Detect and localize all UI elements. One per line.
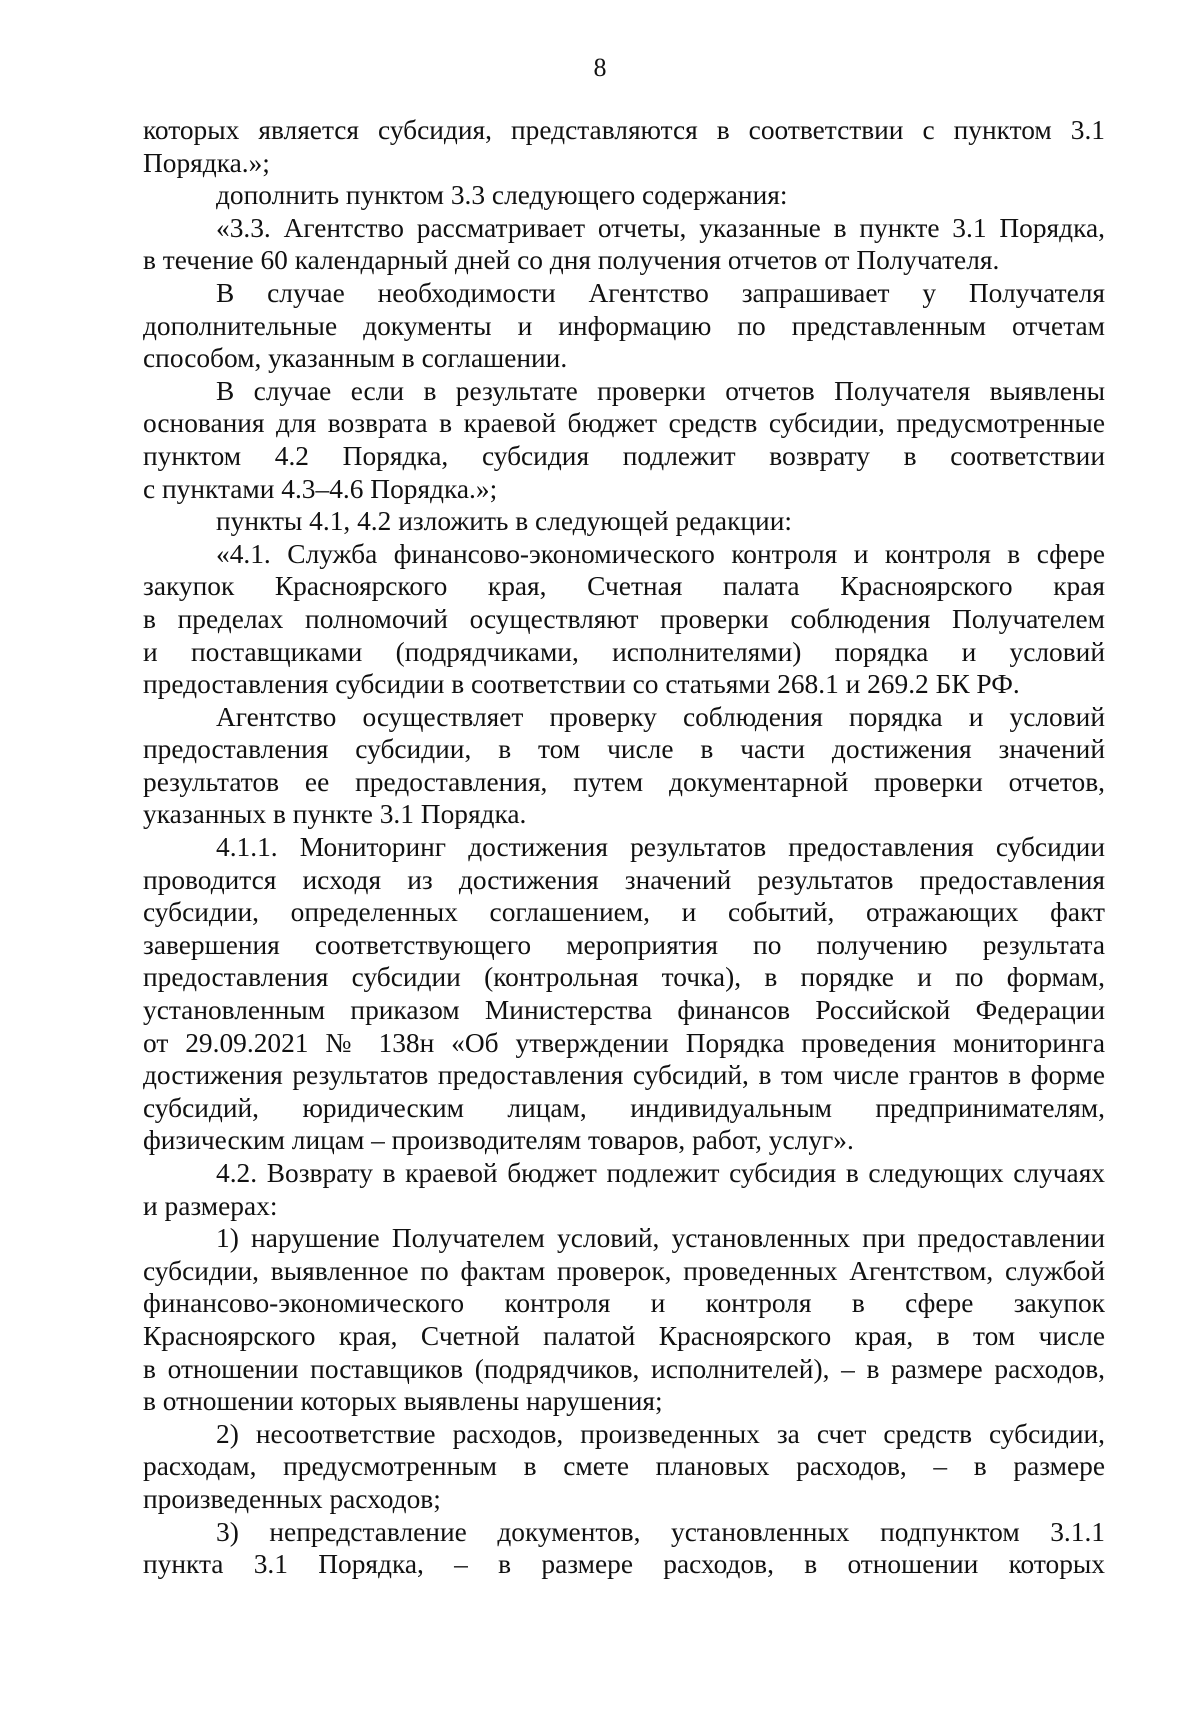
text-line: предоставления субсидии (контрольная точка), в порядке и по формам, [143,962,1105,993]
text-line: проводится исходя из достижения значений результатов предоставления [143,864,1105,895]
text-line: произведенных расходов; [143,1483,441,1514]
text-line: 1) нарушение Получателем условий, установленных при предоставлении [216,1223,1105,1254]
text-line: «3.3. Агентство рассматривает отчеты, указанные в пункте 3.1 Порядка, [216,212,1105,243]
text-line: результатов ее предоставления, путем документарной проверки отчетов, [143,766,1105,797]
text-line: расходам, предусмотренным в смете плановых расходов, – в размере [143,1451,1105,1482]
text-line: субсидии, выявленное по фактам проверок, проведенных Агентством, службой [143,1255,1105,1286]
text-line: с пунктами 4.3–4.6 Порядка.»; [143,473,498,504]
text-line: которых является субсидия, представляются в соответствии с пунктом 3.1 [143,115,1105,145]
text-line: и размерах: [143,1190,278,1221]
text-line: закупок Красноярского края, Счетная палата Красноярского края [143,571,1105,602]
text-line: способом, указанным в соглашении. [143,343,568,374]
text-line: 4.1.1. Мониторинг достижения результатов предоставления субсидии [216,832,1105,863]
text-line: дополнить пунктом 3.3 следующего содержания: [216,180,788,211]
text-line: физическим лицам – производителям товаров, работ, услуг». [143,1125,854,1156]
text-line: В случае если в результате проверки отчетов Получателя выявлены [216,375,1105,406]
text-line: финансово-экономического контроля и контроля в сфере закупок [143,1288,1105,1319]
text-line: пункты 4.1, 4.2 изложить в следующей редакции: [216,506,792,537]
text-line: субсидий, юридическим лицам, индивидуальным предпринимателям, [143,1092,1105,1123]
page-number: 8 [593,53,607,82]
text-line: в отношении которых выявлены нарушения; [143,1386,663,1417]
text-line: пункта 3.1 Порядка, – в размере расходов, в отношении которых [143,1549,1105,1580]
text-line: субсидии, определенных соглашением, и событий, отражающих факт [143,897,1105,928]
text-line: дополнительные документы и информацию по представленным отчетам [143,310,1105,341]
text-line: предоставления субсидии в соответствии со статьями 268.1 и 269.2 БК РФ. [143,669,1020,700]
document-body [143,114,1105,1581]
text-line: В случае необходимости Агентство запрашивает у Получателя [216,277,1105,308]
text-line: предоставления субсидии, в том числе в части достижения значений [143,734,1105,765]
text-line: указанных в пункте 3.1 Порядка. [143,799,527,830]
text-line: основания для возврата в краевой бюджет средств субсидии, предусмотренные [143,408,1105,439]
text-line: пунктом 4.2 Порядка, субсидия подлежит возврату в соответствии [143,440,1105,471]
text-line: в отношении поставщиков (подрядчиков, исполнителей), – в размере расходов, [143,1353,1105,1384]
text-line: Агентство осуществляет проверку соблюдения порядка и условий [216,701,1105,732]
text-line: установленным приказом Министерства финансов Российской Федерации [143,995,1105,1026]
text-line: «4.1. Служба финансово-экономического контроля и контроля в сфере [216,538,1105,569]
text-line: 4.2. Возврату в краевой бюджет подлежит субсидия в следующих случаях [216,1158,1105,1188]
text-line: 3) непредставление документов, установленных подпунктом 3.1.1 [216,1516,1105,1547]
text-line: в пределах полномочий осуществляют проверки соблюдения Получателем [143,603,1105,634]
text-line: в течение 60 календарный дней со дня получения отчетов от Получателя. [143,245,1000,276]
text-line: и поставщиками (подрядчиками, исполнителями) порядка и условий [143,636,1105,667]
text-line: достижения результатов предоставления субсидий, в том числе грантов в форме [143,1060,1105,1091]
text-line: Красноярского края, Счетной палатой Красноярского края, в том числе [143,1320,1105,1351]
text-line: завершения соответствующего мероприятия по получению результата [143,929,1105,960]
text-line: Порядка.»; [143,147,270,178]
text-line: 2) несоответствие расходов, произведенных за счет средств субсидии, [216,1418,1105,1449]
text-line: от 29.09.2021 № 138н «Об утверждении Порядка проведения мониторинга [143,1027,1105,1058]
